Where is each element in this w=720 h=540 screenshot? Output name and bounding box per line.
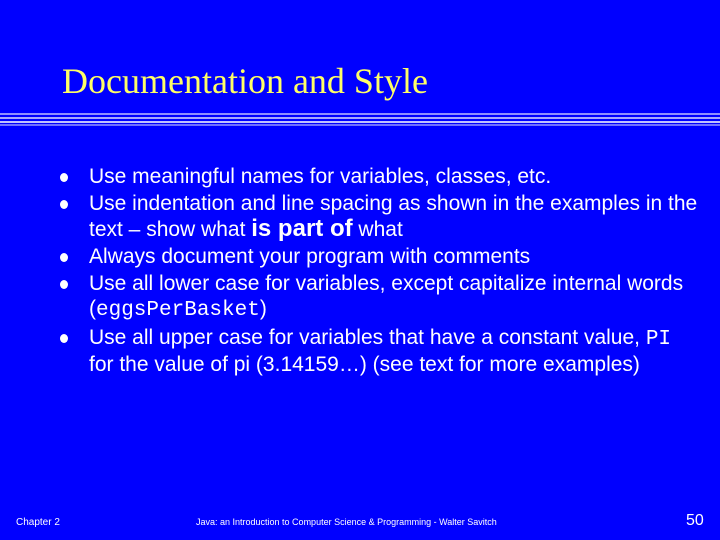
bullet-text: Use all lower case for variables, except capitalize internal words (	[89, 272, 684, 320]
bullet-item	[58, 164, 698, 189]
title-divider	[0, 112, 720, 126]
bullet-text: Use all upper case for variables that have a constant value,	[89, 326, 646, 349]
emphasis-text: is part of	[251, 215, 353, 242]
bullet-item	[58, 271, 698, 323]
bullet-text: Use indentation and line spacing as shown in the examples in the text – show what	[89, 192, 698, 241]
bullet-item	[58, 244, 698, 269]
bullet-dot-icon	[60, 280, 68, 289]
bullet-item	[58, 325, 698, 377]
bullet-dot-icon	[60, 200, 68, 209]
bullet-dot-icon	[60, 334, 68, 343]
footer-chapter: Chapter 2	[16, 517, 60, 528]
bullet-text: what	[352, 218, 403, 241]
bullet-item	[58, 191, 698, 242]
page-number: 50	[686, 512, 704, 529]
bullet-dot-icon	[60, 253, 68, 262]
bullet-text: )	[259, 297, 267, 320]
footer-course-title: Java: an Introduction to Computer Science & Programming - Walter Savitch	[196, 517, 497, 527]
bullet-list	[58, 164, 698, 379]
bullet-dot-icon	[60, 173, 68, 182]
code-text: eggsPerBasket	[96, 299, 260, 322]
bullet-text: for the value of pi (3.14159…) (see text for more examples)	[89, 353, 640, 376]
bullet-text: Always document your program with comments	[89, 245, 531, 268]
code-text: PI	[645, 328, 672, 351]
bullet-text: Use meaningful names for variables, classes, etc.	[89, 165, 552, 188]
slide-title: Documentation and Style	[62, 61, 428, 101]
